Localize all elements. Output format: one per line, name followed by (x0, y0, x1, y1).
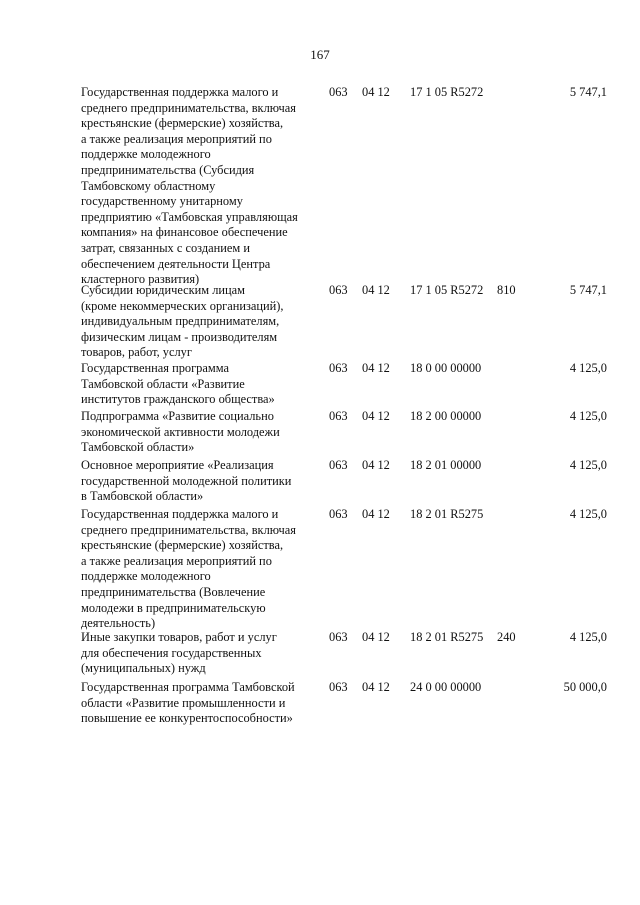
row-name-line: государственной молодежной политики (81, 473, 292, 488)
row-name-line: Государственная поддержка малого и (81, 85, 279, 99)
row-name (81, 680, 317, 727)
row-name-line: Государственная программа (81, 361, 229, 375)
amount: 4 125,0 (569, 361, 607, 375)
row-name-line: Государственная поддержка малого и (81, 507, 279, 521)
row-name-line: Тамбовскому областному (81, 178, 216, 193)
target-code: 18 2 01 00000 (410, 458, 482, 472)
section-code: 04 12 (362, 85, 390, 99)
ministry-code: 063 (329, 409, 348, 423)
target-code: 17 1 05 R5272 (410, 283, 484, 297)
row-name (81, 283, 317, 361)
ministry-code: 063 (329, 283, 348, 297)
row-name-line: для обеспечения государственных (81, 645, 262, 660)
row-name (81, 361, 317, 408)
row-name-line: а также реализация мероприятий по (81, 131, 272, 146)
row-name-line: физическим лицам - производителям (81, 329, 278, 344)
target-code: 18 2 01 R5275 (410, 507, 484, 521)
ministry-code: 063 (329, 507, 348, 521)
row-name-line: компания» на финансовое обеспечение (81, 225, 288, 240)
ministry-code: 063 (329, 85, 348, 99)
row-name-line: индивидуальным предпринимателям, (81, 314, 280, 329)
section-code: 04 12 (362, 409, 390, 423)
ministry-code: 063 (329, 361, 348, 375)
row-name-line: поддержке молодежного (81, 569, 211, 584)
row-name-line: Подпрограмма «Развитие социально (81, 409, 274, 423)
row-name-line: (кроме некоммерческих организаций), (81, 298, 284, 313)
row-name-line: Тамбовской области» (81, 440, 195, 455)
row-name-line: институтов гражданского общества» (81, 392, 275, 407)
row-name-line: Основное мероприятие «Реализация (81, 458, 274, 472)
expense-type-code: 240 (497, 630, 516, 644)
target-code: 18 2 01 R5275 (410, 630, 484, 644)
section-code: 04 12 (362, 507, 390, 521)
row-name-line: молодежи в предпринимательскую (81, 600, 266, 615)
row-name-line: деятельность) (81, 616, 156, 631)
row-name-line: затрат, связанных с созданием и (81, 240, 250, 255)
section-code: 04 12 (362, 630, 390, 644)
target-code: 24 0 00 00000 (410, 680, 482, 694)
row-name (81, 507, 317, 632)
row-name-line: предприятию «Тамбовская управляющая (81, 209, 298, 224)
page-number: 167 (310, 47, 330, 62)
row-name (81, 85, 317, 288)
ministry-code: 063 (329, 630, 348, 644)
row-name-line: экономической активности молодежи (81, 424, 280, 439)
amount: 4 125,0 (569, 630, 607, 644)
row-name (81, 409, 317, 456)
ministry-code: 063 (329, 680, 348, 694)
row-name (81, 458, 317, 505)
amount: 4 125,0 (569, 409, 607, 423)
row-name-line: среднего предпринимательства, включая (81, 522, 296, 537)
row-name-line: среднего предпринимательства, включая (81, 100, 296, 115)
amount: 5 747,1 (569, 85, 607, 99)
amount: 4 125,0 (569, 458, 607, 472)
amount: 5 747,1 (569, 283, 607, 297)
row-name-line: области «Развитие промышленности и (81, 695, 286, 710)
target-code: 17 1 05 R5272 (410, 85, 484, 99)
amount: 4 125,0 (569, 507, 607, 521)
expense-type-code: 810 (497, 283, 516, 297)
target-code: 18 0 00 00000 (410, 361, 482, 375)
row-name-line: государственному унитарному (81, 194, 243, 209)
row-name-line: обеспечением деятельности Центра (81, 256, 271, 271)
row-name-line: предпринимательства (Субсидия (81, 162, 255, 177)
target-code: 18 2 00 00000 (410, 409, 482, 423)
row-name-line: (муниципальных) нужд (81, 661, 206, 676)
row-name-line: поддержке молодежного (81, 147, 211, 162)
row-name-line: кластерного развития) (81, 272, 200, 287)
row-name-line: повышение ее конкурентоспособности» (81, 711, 293, 726)
row-name-line: Тамбовской области «Развитие (81, 376, 245, 391)
section-code: 04 12 (362, 680, 390, 694)
row-name (81, 630, 317, 677)
row-name-line: крестьянские (фермерские) хозяйства, (81, 116, 284, 131)
ministry-code: 063 (329, 458, 348, 472)
section-code: 04 12 (362, 458, 390, 472)
section-code: 04 12 (362, 361, 390, 375)
row-name-line: в Тамбовской области» (81, 489, 204, 504)
row-name-line: Иные закупки товаров, работ и услуг (81, 630, 277, 644)
row-name-line: товаров, работ, услуг (81, 345, 192, 360)
row-name-line: а также реализация мероприятий по (81, 553, 272, 568)
row-name-line: крестьянские (фермерские) хозяйства, (81, 538, 284, 553)
section-code: 04 12 (362, 283, 390, 297)
row-name-line: Государственная программа Тамбовской (81, 680, 295, 694)
row-name-line: Субсидии юридическим лицам (81, 283, 246, 297)
amount: 50 000,0 (563, 680, 607, 694)
row-name-line: предпринимательства (Вовлечение (81, 584, 266, 599)
